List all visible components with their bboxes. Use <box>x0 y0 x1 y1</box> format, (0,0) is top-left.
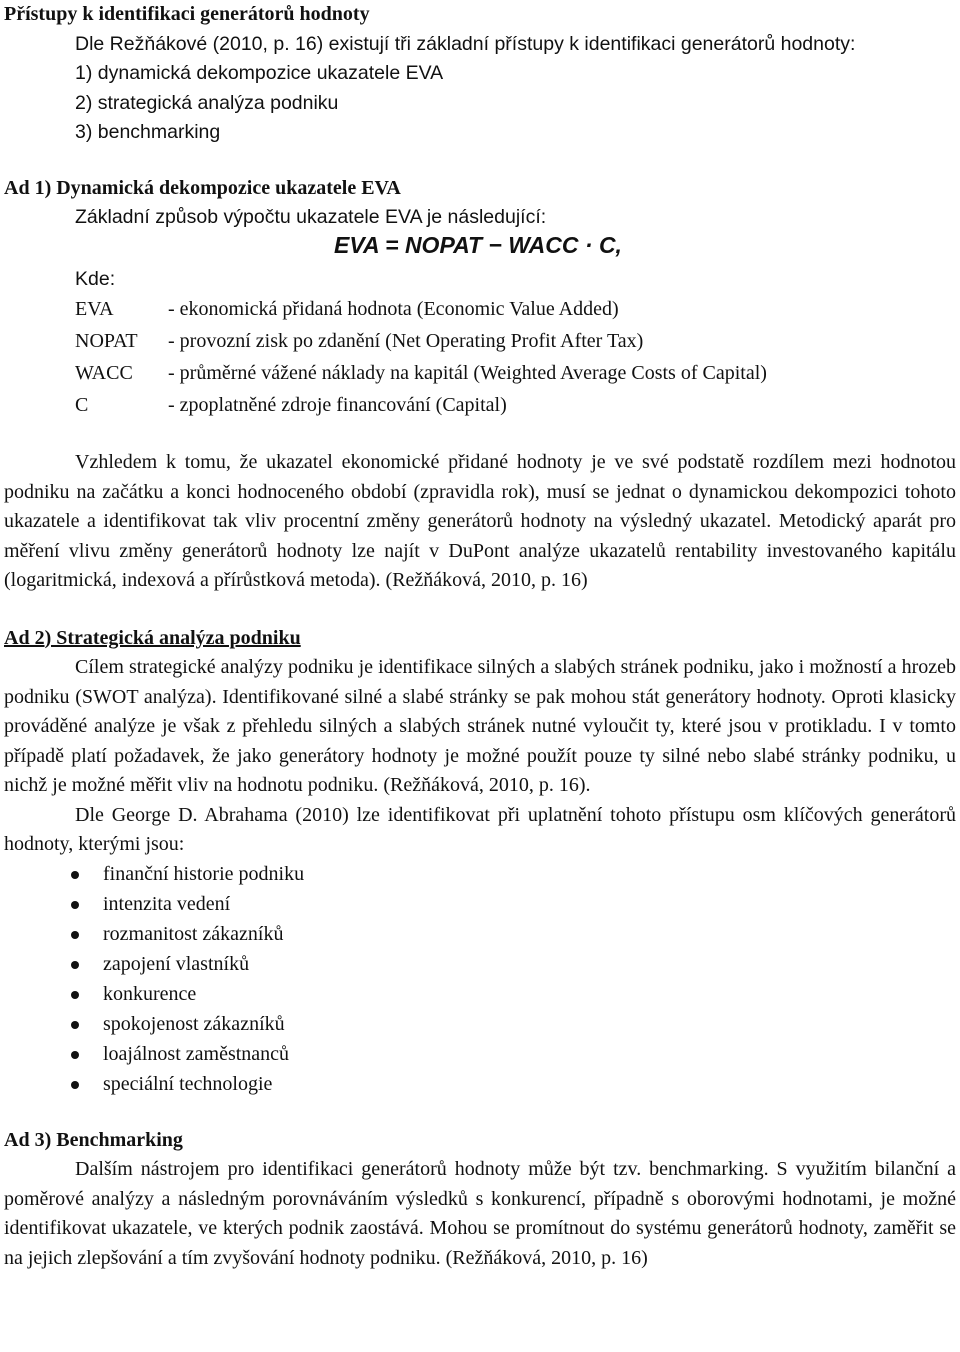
intro-paragraph: Dle Režňákové (2010, p. 16) existují tři základní přístupy k identifikaci generátorů hodnoty: <box>75 32 856 55</box>
ad3-paragraph: Dalším nástrojem pro identifikaci generátorů hodnoty může být tzv. benchmarking. S využitím bilanční a poměrové analýzy a následným porovnáváním výsledků s konkurencí, případně s oborovými hodnotami, je možné identifikovat ukazatele, ve kterých podnik zaostává. Mohou se promítnout do systému generátorů hodnoty, zaměřit se na jejich zlepšování a tím zvyšování hodnoty podniku. (Režňáková, 2010, p. 16) <box>4 1158 956 1269</box>
bullet-icon <box>71 901 79 909</box>
ad1-paragraph: Vzhledem k tomu, že ukazatel ekonomické přidané hodnoty je ve své podstatě rozdílem mezi hodnotou podniku na začátku a konci hodnoceného období (zpravidla rok), musí se jednat o dynamickou dekompozici tohoto ukazatele a identifikovat tak vliv procentní změny generátorů hodnoty na výsledný ukazatel. Metodický aparát pro měření vlivu změny generátorů hodnoty lze najít v DuPont analýze ukazatelů rentability investovaného kapitálu (logaritmická, indexová a přírůstková metoda). (Režňáková, 2010, p. 16) <box>4 451 956 591</box>
list-item-label: rozmanitost zákazníků <box>103 922 284 945</box>
list-item: 2) strategická analýza podniku <box>75 91 339 114</box>
list-item <box>4 920 956 950</box>
where-label: Kde: <box>75 267 116 290</box>
eva-formula <box>4 233 956 263</box>
approaches-list <box>4 59 956 148</box>
definition-row <box>75 390 767 422</box>
list-item: 1) dynamická dekompozice ukazatele EVA <box>75 62 444 84</box>
bullet-icon <box>71 991 79 999</box>
section-heading: Přístupy k identifikaci generátorů hodnoty <box>4 3 370 25</box>
list-item <box>4 1070 956 1100</box>
definition-term: EVA <box>75 298 114 321</box>
definition-row <box>75 294 767 326</box>
list-item-label: speciální technologie <box>103 1072 273 1095</box>
list-item-label: finanční historie podniku <box>103 862 305 885</box>
definition-desc: - ekonomická přidaná hodnota (Economic Value Added) <box>168 298 619 321</box>
value-drivers-list <box>4 860 956 1100</box>
eva-formula-graphic <box>334 233 654 261</box>
list-item-label: spokojenost zákazníků <box>103 1012 285 1035</box>
list-item <box>4 1040 956 1070</box>
definition-term: NOPAT <box>75 330 138 353</box>
list-item-label: konkurence <box>103 982 197 1005</box>
definition-desc: - zpoplatněné zdroje financování (Capital) <box>168 394 507 417</box>
list-item: 3) benchmarking <box>75 121 221 143</box>
bullet-icon <box>71 961 79 969</box>
definition-term: C <box>75 394 89 417</box>
list-item <box>4 980 956 1010</box>
list-item <box>4 860 956 890</box>
list-item <box>4 1010 956 1040</box>
definition-desc: - provozní zisk po zdanění (Net Operating Profit After Tax) <box>168 330 644 353</box>
list-item <box>4 950 956 980</box>
ad2-heading: Ad 2) Strategická analýza podniku <box>4 626 301 649</box>
list-item-label: loajálnost zaměstnanců <box>103 1042 290 1065</box>
definition-row <box>75 326 767 358</box>
list-item-label: intenzita vedení <box>103 892 231 915</box>
ad1-heading: Ad 1) Dynamická dekompozice ukazatele EVA <box>4 176 401 199</box>
ad3-heading: Ad 3) Benchmarking <box>4 1128 183 1151</box>
bullet-icon <box>71 1051 79 1059</box>
list-item <box>4 890 956 920</box>
list-item-label: zapojení vlastníků <box>103 952 250 975</box>
bullet-icon <box>71 871 79 879</box>
definition-row <box>75 358 767 390</box>
ad2-paragraph-2: Dle George D. Abrahama (2010) lze identifikovat při uplatnění tohoto přístupu osm klíčových generátorů hodnoty, kterými jsou: <box>4 803 956 855</box>
ad2-paragraph: Cílem strategické analýzy podniku je identifikace silných a slabých stránek podniku, jako i možností a hrozeb podniku (SWOT analýza). Identifikované silné a slabé stránky se pak mohou stát generátory hodnoty. Oproti klasicky prováděné analýze je však z přehledu silných a slabých stránek nutné vyloučit ty, které jsou v protikladu. I v tomto případě platí požadavek, že jako generátory hodnoty je možné použít pouze ty silné nebo slabé stránky podniku, u nichž je možné měřit vliv na hodnotu podniku. (Režňáková, 2010, p. 16). <box>4 656 956 796</box>
bullet-icon <box>71 1021 79 1029</box>
formula-text: EVA = NOPAT − WACC · C, <box>334 232 622 258</box>
basic-formula-intro: Základní způsob výpočtu ukazatele EVA je následující: <box>75 206 547 228</box>
bullet-icon <box>71 931 79 939</box>
definitions-table <box>75 294 767 422</box>
bullet-icon <box>71 1081 79 1089</box>
definition-desc: - průměrné vážené náklady na kapitál (Weighted Average Costs of Capital) <box>168 362 767 385</box>
definition-term: WACC <box>75 362 133 385</box>
